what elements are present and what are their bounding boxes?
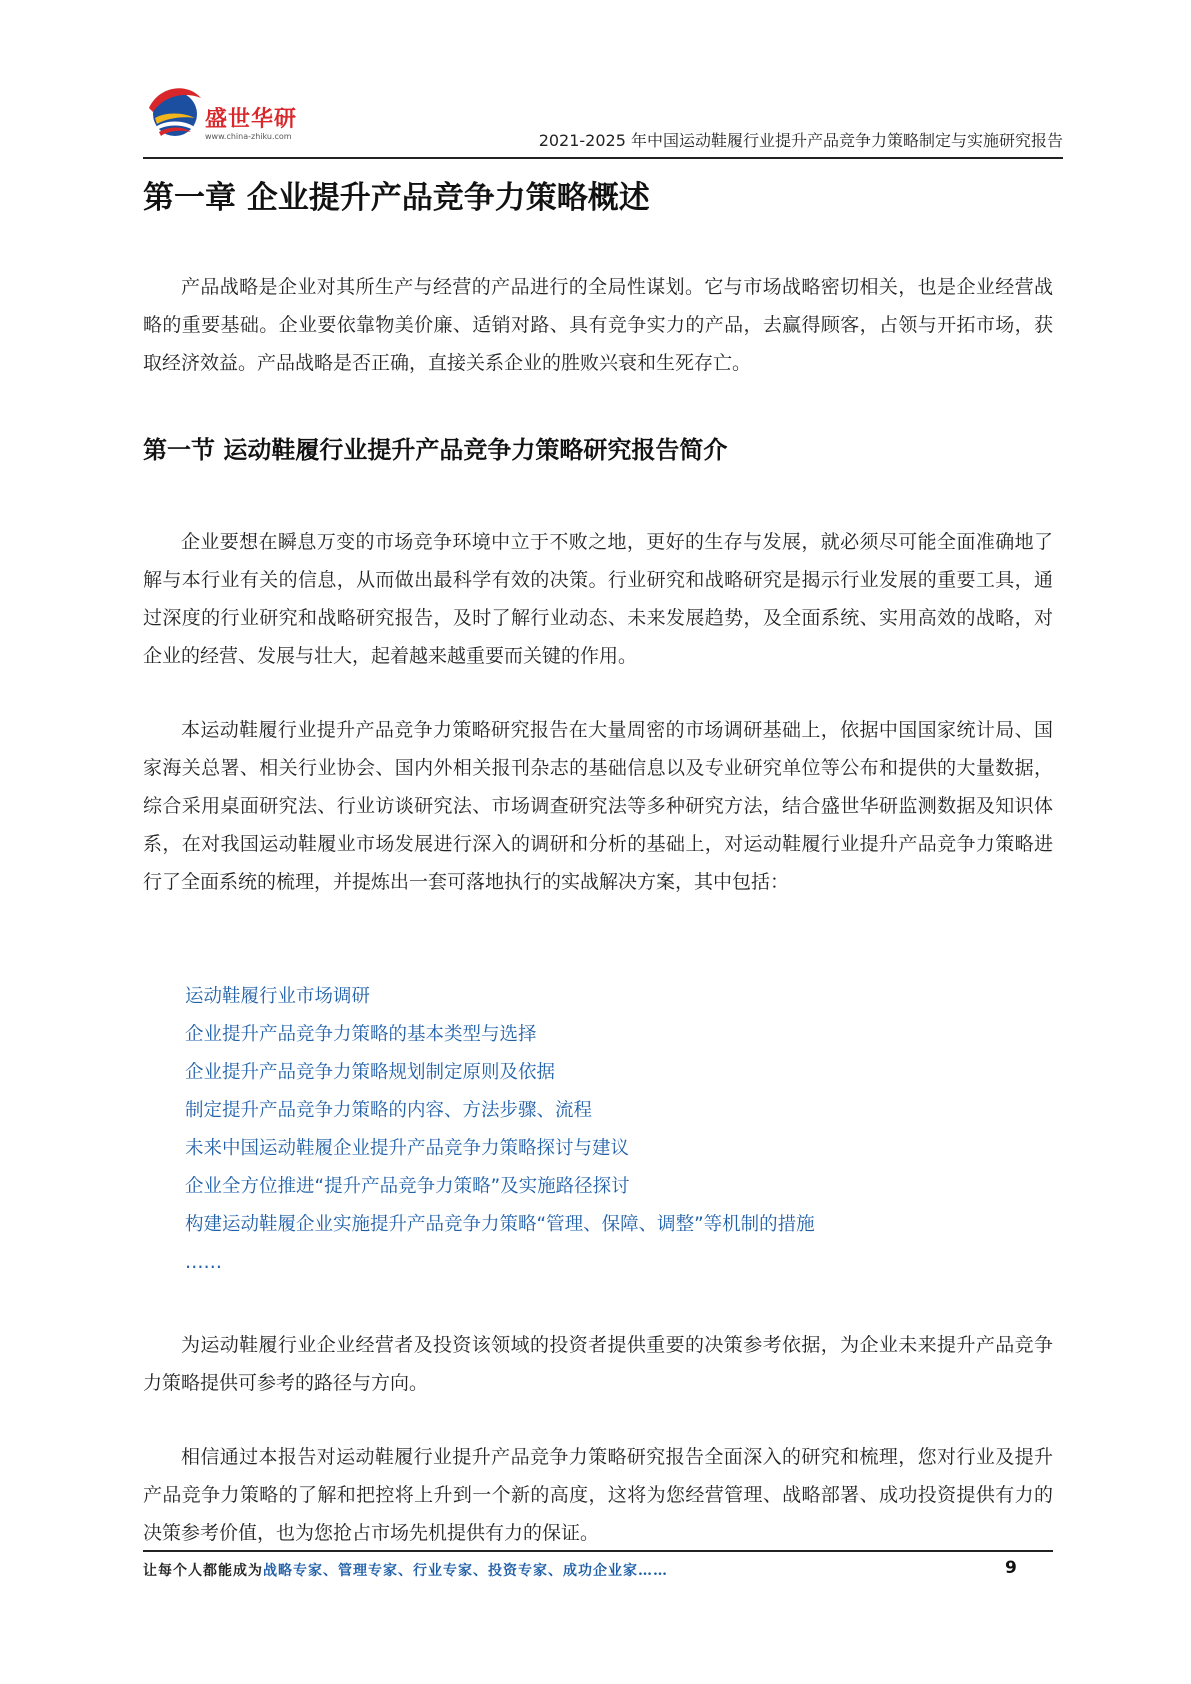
footer-slogan [143, 1560, 668, 1580]
contents-link[interactable]: 企业全方位推进“提升产品竞争力策略”及实施路径探讨 [185, 1176, 630, 1197]
logo-name: 盛世华研 [205, 107, 298, 132]
body-paragraph-2: 本运动鞋履行业提升产品竞争力策略研究报告在大量周密的市场调研基础上，依据中国国家统计局、国家海关总署、相关行业协会、国内外相关报刊杂志的基础信息以及专业研究单位等公布和提供的大量数据，综合采用桌面研究法、行业访谈研究法、市场调查研究法等多种研究方法，结合盛世华研监测数据及知识体系，在对我国运动鞋履业市场发展进行深入的调研和分析的基础上，对运动鞋履行业提升产品竞争力策略进行了全面系统的梳理，并提炼出一套可落地执行的实战解决方案，其中包括： [143, 719, 1053, 893]
contents-link[interactable]: 运动鞋履行业市场调研 [185, 986, 371, 1007]
contents-link[interactable]: 企业提升产品竞争力策略的基本类型与选择 [185, 1024, 537, 1045]
footer-divider [143, 1550, 1053, 1552]
body-paragraph-3: 为运动鞋履行业企业经营者及投资该领域的投资者提供重要的决策参考依据，为企业未来提升产品竞争力策略提供可参考的路径与方向。 [143, 1334, 1053, 1394]
contents-link[interactable]: 构建运动鞋履企业实施提升产品竞争力策略“管理、保障、调整”等机制的措施 [185, 1214, 815, 1235]
page-number: 9 [1005, 1558, 1017, 1578]
company-logo [143, 82, 323, 152]
intro-paragraph: 产品战略是企业对其所生产与经营的产品进行的全局性谋划。它与市场战略密切相关，也是企业经营战略的重要基础。企业要依靠物美价廉、适销对路、具有竞争实力的产品，去赢得顾客，占领与开拓市场，获取经济效益。产品战略是否正确，直接关系企业的胜败兴衰和生死存亡。 [143, 276, 1053, 374]
contents-ellipsis: …… [185, 1252, 222, 1273]
chapter-title: 第一章 企业提升产品竞争力策略概述 [143, 180, 650, 216]
contents-link[interactable]: 企业提升产品竞争力策略规划制定原则及依据 [185, 1062, 556, 1083]
body-paragraph-1: 企业要想在瞬息万变的市场竞争环境中立于不败之地，更好的生存与发展，就必须尽可能全面准确地了解与本行业有关的信息，从而做出最科学有效的决策。行业研究和战略研究是揭示行业发展的重要工具，通过深度的行业研究和战略研究报告，及时了解行业动态、未来发展趋势，及全面系统、实用高效的战略，对企业的经营、发展与壮大，起着越来越重要而关键的作用。 [143, 531, 1053, 667]
contents-list [185, 978, 815, 1282]
slogan-highlight: 战略专家、管理专家、行业专家、投资专家、成功企业家…… [263, 1563, 668, 1579]
header-divider [143, 157, 1063, 159]
page-header [143, 82, 1063, 160]
section-title: 第一节 运动鞋履行业提升产品竞争力策略研究报告简介 [143, 436, 728, 464]
report-title: 2021-2025 年中国运动鞋履行业提升产品竞争力策略制定与实施研究报告 [538, 131, 1063, 150]
contents-link[interactable]: 制定提升产品竞争力策略的内容、方法步骤、流程 [185, 1100, 593, 1121]
logo-emblem-icon [143, 82, 207, 144]
slogan-prefix: 让每个人都能成为 [143, 1563, 263, 1579]
logo-url: www.china-zhiku.com [205, 132, 292, 141]
contents-link[interactable]: 未来中国运动鞋履企业提升产品竞争力策略探讨与建议 [185, 1138, 630, 1159]
body-paragraph-4: 相信通过本报告对运动鞋履行业提升产品竞争力策略研究报告全面深入的研究和梳理，您对行业及提升产品竞争力策略的了解和把控将上升到一个新的高度，这将为您经营管理、战略部署、成功投资提供有力的决策参考价值，也为您抢占市场先机提供有力的保证。 [143, 1446, 1053, 1544]
